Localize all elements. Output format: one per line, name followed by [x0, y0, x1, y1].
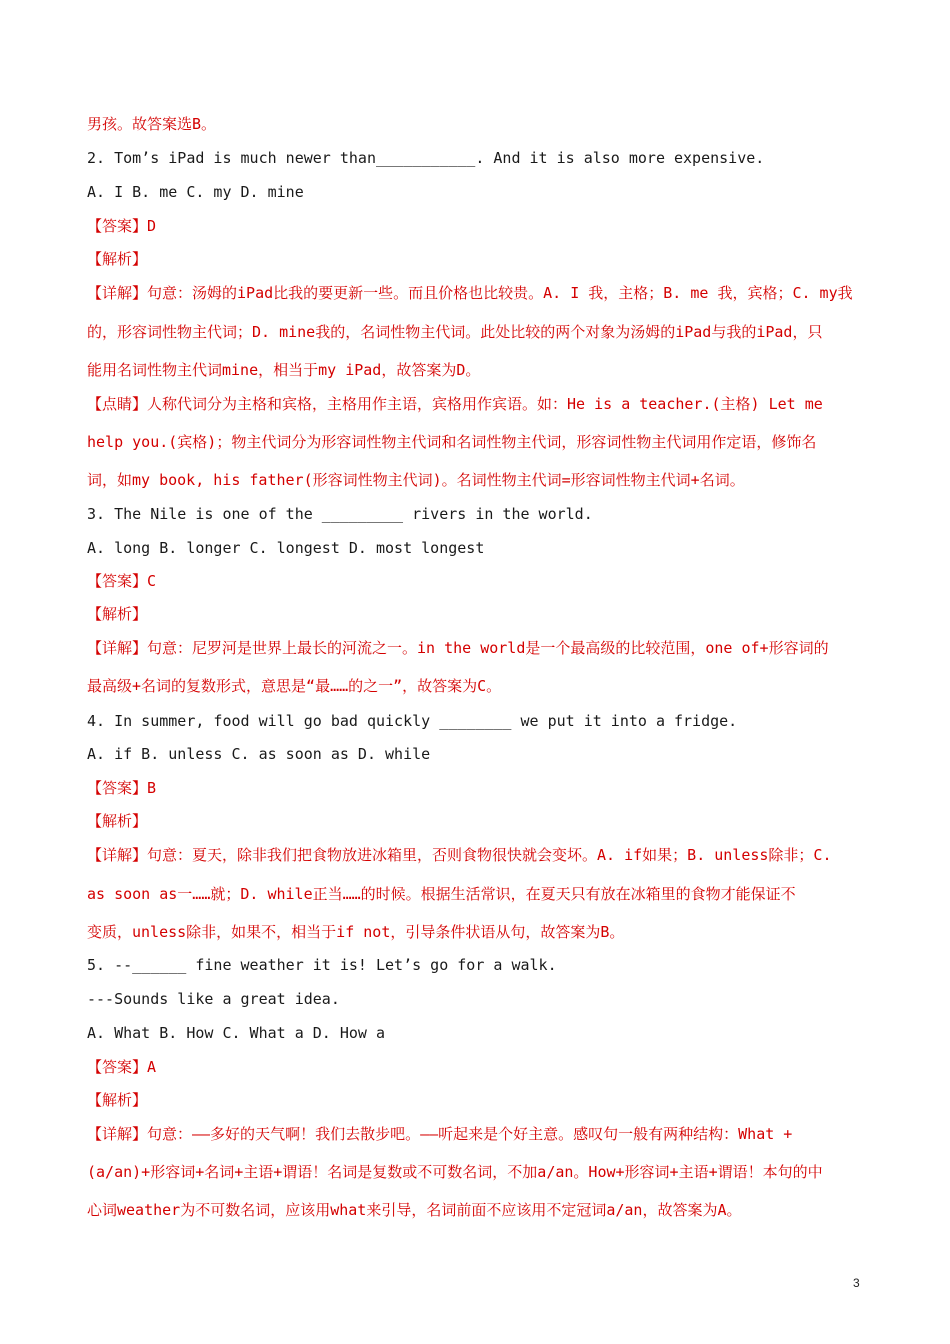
text-line: 5. --______ fine weather it is! Let’s go for a walk. [87, 956, 557, 974]
text-line: 能用名词性物主代词mine，相当于my iPad，故答案为D。 [87, 361, 481, 379]
text-line: as soon as一……就；D. while正当……的时候。根据生活常识，在夏天只有放在冰箱里的食物才能保证不 [87, 885, 796, 903]
text-line: 【详解】句意：夏天，除非我们把食物放进冰箱里，否则食物很快就会变坏。A. if如果；B. unless除非；C. [87, 846, 832, 864]
text-line: 心词weather为不可数名词，应该用what来引导，名词前面不应该用不定冠词a/an，故答案为A。 [87, 1201, 742, 1219]
text-line: 【点睛】人称代词分为主格和宾格，主格用作主语，宾格用作宾语。如：He is a teacher.(主格) Let me [87, 395, 823, 413]
text-line: 4. In summer, food will go bad quickly ________ we put it into a fridge. [87, 712, 738, 730]
text-line: 【答案】C [87, 572, 157, 590]
text-line: 【答案】B [87, 779, 157, 797]
text-line: help you.(宾格)；物主代词分为形容词性物主代词和名词性物主代词，形容词性物主代词用作定语，修饰名 [87, 433, 817, 451]
text-line: A. long B. longer C. longest D. most longest [87, 539, 485, 557]
text-line: 【解析】 [87, 812, 148, 830]
text-line: (a/an)+形容词+名词+主语+谓语！名词是复数或不可数名词，不加a/an。How+形容词+主语+谓语！本句的中 [87, 1163, 823, 1181]
text-line: 【详解】句意：尼罗河是世界上最长的河流之一。in the world是一个最高级的比较范围，one of+形容词的 [87, 639, 829, 657]
text-line: 【解析】 [87, 1091, 148, 1109]
text-line: A. I B. me C. my D. mine [87, 183, 304, 201]
text-line: 词，如my book, his father(形容词性物主代词)。名词性物主代词=形容词性物主代词+名词。 [87, 471, 745, 489]
text-line: 【答案】A [87, 1058, 157, 1076]
text-line: A. if B. unless C. as soon as D. while [87, 745, 431, 763]
text-line: ---Sounds like a great idea. [87, 990, 340, 1008]
page-number: 3 [853, 1276, 860, 1290]
text-line: 的，形容词性物主代词；D. mine我的，名词性物主代词。此处比较的两个对象为汤姆的iPad与我的iPad，只 [87, 323, 823, 341]
text-line: 3. The Nile is one of the _________ rivers in the world. [87, 505, 593, 523]
text-line: 最高级+名词的复数形式，意思是“最……的之一”，故答案为C。 [87, 677, 502, 695]
text-line: 【解析】 [87, 605, 148, 623]
text-line: 【详解】句意：汤姆的iPad比我的要更新一些。而且价格也比较贵。A. I 我，主格；B. me 我，宾格；C. my我 [87, 284, 853, 302]
text-line: 男孩。故答案选B。 [87, 115, 217, 133]
text-line: 变质，unless除非，如果不，相当于if not，引导条件状语从句，故答案为B。 [87, 923, 625, 941]
text-line: A. What B. How C. What a D. How a [87, 1024, 386, 1042]
text-line: 【详解】句意：——多好的天气啊！我们去散步吧。——听起来是个好主意。感叹句一般有两种结构：What + [87, 1125, 793, 1143]
text-line: 【解析】 [87, 250, 148, 268]
text-line: 2. Tom’s iPad is much newer than___________. And it is also more expensive. [87, 149, 765, 167]
text-line: 【答案】D [87, 217, 157, 235]
